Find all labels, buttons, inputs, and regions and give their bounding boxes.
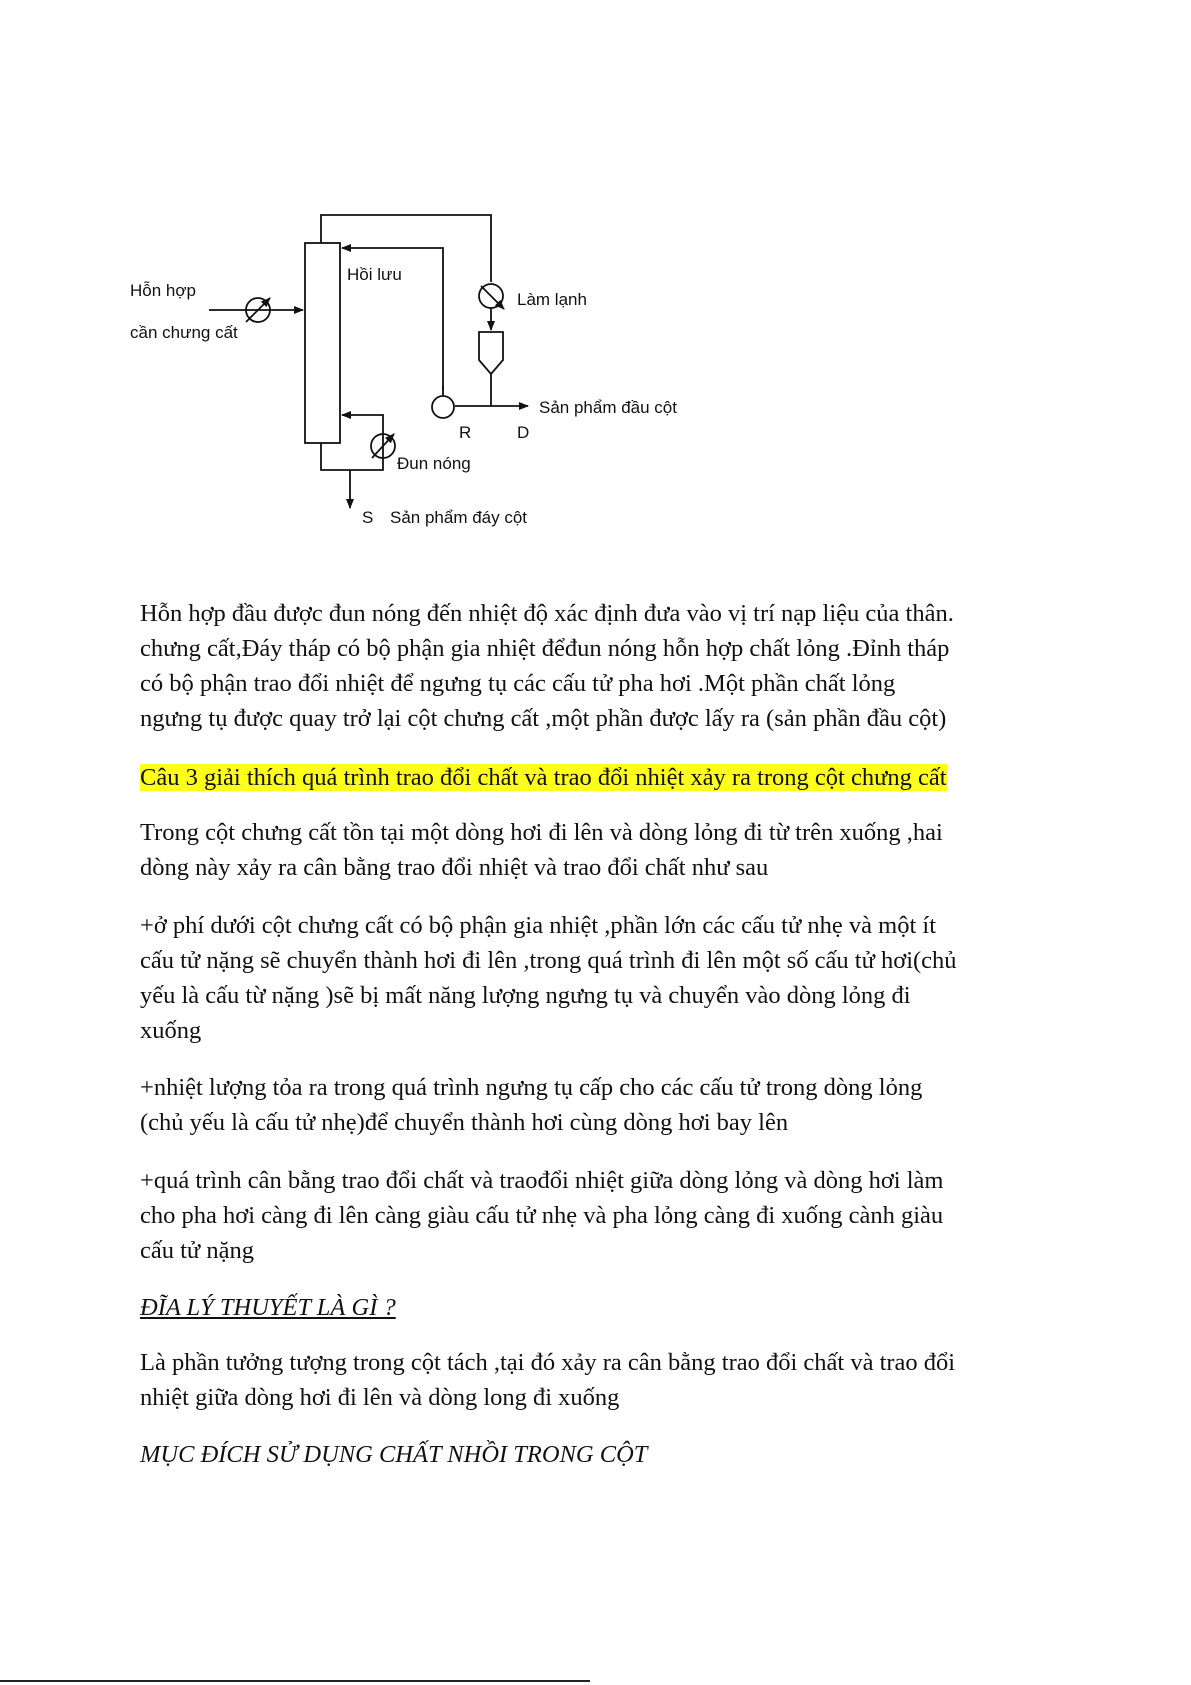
- text-line: có bộ phận trao đổi nhiệt để ngưng tụ các cấu tử pha hơi .Một phần chất lỏng: [140, 670, 896, 697]
- text-line: dòng này xảy ra cân bằng trao đổi nhiệt và trao đổi chất như sau: [140, 854, 769, 881]
- bottom-product-label: Sản phẩm đáy cột: [390, 508, 528, 527]
- reflux-label: Hồi lưu: [347, 265, 402, 284]
- page-bottom-rule: [0, 1680, 590, 1682]
- text-line: +ở phí dưới cột chưng cất có bộ phận gia nhiệt ,phần lớn các cấu tử nhẹ và một ít: [140, 912, 936, 939]
- text-line: cấu tử nặng: [140, 1237, 254, 1264]
- receiver-vessel-icon: [479, 332, 503, 374]
- d-label: D: [517, 423, 530, 442]
- text-line: cấu tử nặng sẽ chuyển thành hơi đi lên ,trong quá trình đi lên một số cấu tử hơi(chủ: [140, 947, 957, 974]
- heater-label: Đun nóng: [397, 454, 471, 473]
- text-line: Hỗn hợp đầu được đun nóng đến nhiệt độ xác định đưa vào vị trí nạp liệu của thân.: [140, 600, 954, 627]
- feed-label-2: cần chưng cất: [130, 323, 238, 342]
- text-line: nhiệt giữa dòng hơi đi lên và dòng long đi xuống: [140, 1384, 620, 1411]
- text-line: +nhiệt lượng tỏa ra trong quá trình ngưng tụ cấp cho các cấu tử trong dòng lỏng: [140, 1074, 923, 1101]
- paragraph-column-flows: [140, 815, 1075, 885]
- heading-text: MỤC ĐÍCH SỬ DỤNG CHẤT NHỒI TRONG CỘT: [140, 1441, 648, 1468]
- text-line: (chủ yếu là cấu tử nhẹ)để chuyển thành hơi cùng dòng hơi bay lên: [140, 1109, 789, 1136]
- question-3-heading: [140, 760, 1075, 795]
- text-line: +quá trình cân bằng trao đổi chất và traođổi nhiệt giữa dòng lỏng và dòng hơi làm: [140, 1167, 944, 1194]
- text-line: Là phần tưởng tượng trong cột tách ,tại đó xảy ra cân bằng trao đổi chất và trao đổi: [140, 1349, 956, 1376]
- top-product-label: Sản phẩm đầu cột: [539, 398, 677, 417]
- s-label: S: [362, 508, 374, 527]
- text-line: xuống: [140, 1017, 202, 1044]
- feed-label-1: Hỗn hợp: [130, 281, 196, 300]
- paragraph-theoretical-plate: [140, 1345, 1075, 1415]
- text-line: chưng cất,Đáy tháp có bộ phận gia nhiệt đểđun nóng hỗn hợp chất lỏng .Đỉnh tháp: [140, 635, 950, 662]
- column-body: [305, 243, 340, 443]
- r-label: R: [459, 423, 472, 442]
- heading-theoretical-plate: [140, 1290, 1075, 1325]
- paragraph-heat-release: [140, 1070, 1075, 1140]
- paragraph-process-description: [140, 596, 1075, 736]
- paragraph-equilibrium: [140, 1163, 1075, 1268]
- cooler-label: Làm lạnh: [517, 290, 587, 309]
- reflux-pump-icon: [432, 396, 454, 418]
- text-line: ngưng tụ được quay trở lại cột chưng cất ,một phần được lấy ra (sản phần đầu cột): [140, 705, 947, 732]
- paragraph-bottom-heating: [140, 908, 1075, 1048]
- heading-packing-purpose: [140, 1437, 1075, 1472]
- text-line: yếu là cấu từ nặng )sẽ bị mất năng lượng ngưng tụ và chuyển vào dòng lỏng đi: [140, 982, 911, 1009]
- distillation-column-diagram: [125, 210, 745, 580]
- text-line: Trong cột chưng cất tồn tại một dòng hơi đi lên và dòng lỏng đi từ trên xuống ,hai: [140, 819, 943, 846]
- highlighted-question: Câu 3 giải thích quá trình trao đổi chất và trao đổi nhiệt xảy ra trong cột chưng cất: [140, 764, 947, 791]
- text-line: cho pha hơi càng đi lên càng giàu cấu tử nhẹ và pha lỏng càng đi xuống cành giàu: [140, 1202, 944, 1229]
- heading-text: ĐĨA LÝ THUYẾT LÀ GÌ ?: [140, 1294, 396, 1321]
